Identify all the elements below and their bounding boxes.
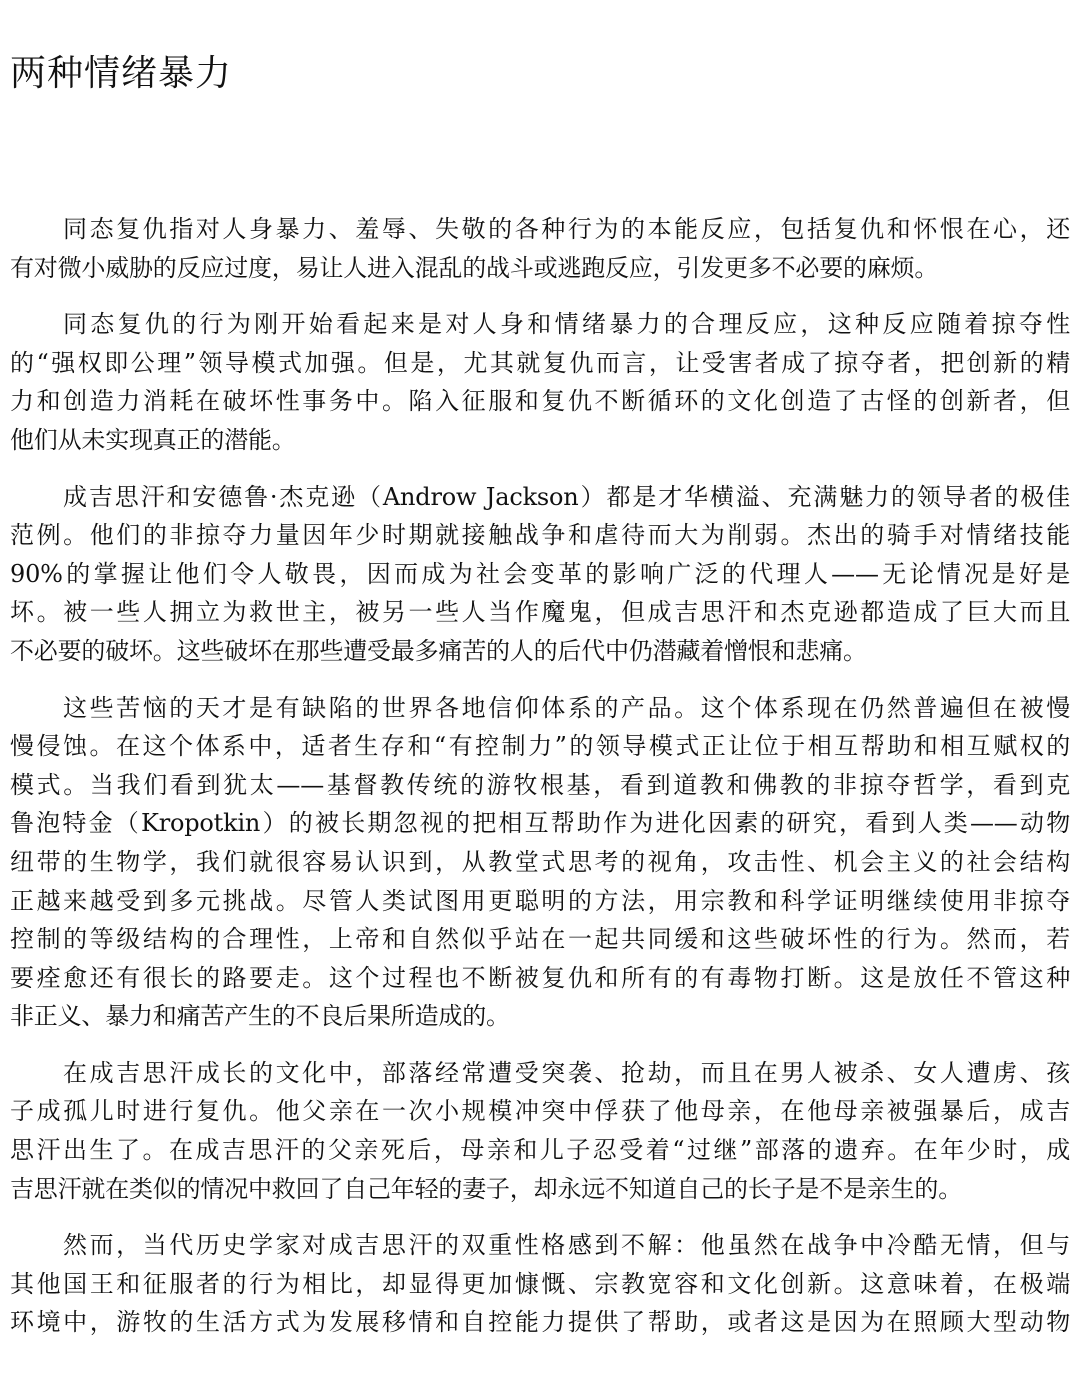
text-line: 吉思汗就在类似的情况中救回了自己年轻的妻子，却永远不知道自己的长子是不是亲生的。 [10, 1174, 962, 1203]
paragraph-2 [10, 305, 1070, 459]
text-line: 非正义、暴力和痛苦产生的不良后果所造成的。 [10, 1002, 510, 1031]
article-body [10, 210, 1070, 1360]
text-line: 子成孤儿时进行复仇。他父亲在一次小规模冲突中俘获了他母亲，在他母亲被强暴后，成吉 [10, 1097, 1070, 1126]
text-line: 要痊愈还有很长的路要走。这个过程也不断被复仇和所有的有毒物打断。这是放任不管这种 [10, 963, 1070, 992]
text-line: 有对微小威胁的反应过度，易让人进入混乱的战斗或逃跑反应，引发更多不必要的麻烦。 [10, 253, 939, 282]
text-line: 他们从未实现真正的潜能。 [10, 425, 296, 454]
text-line: 正越来越受到多元挑战。尽管人类试图用更聪明的方法，用宗教和科学证明继续使用非掠夺 [10, 886, 1070, 915]
text-line: 鲁泡特金（Kropotkin）的被长期忽视的把相互帮助作为进化因素的研究，看到人类——动物 [10, 809, 1070, 838]
text-line: 在成吉思汗成长的文化中，部落经常遭受突袭、抢劫，而且在男人被杀、女人遭虏、孩 [63, 1058, 1070, 1087]
text-line: 不必要的破坏。这些破坏在那些遭受最多痛苦的人的后代中仍潜藏着憎恨和悲痛。 [10, 636, 867, 665]
paragraph-3 [10, 478, 1070, 671]
text-line: 90%的掌握让他们令人敬畏，因而成为社会变革的影响广泛的代理人——无论情况是好是 [10, 559, 1070, 588]
text-line: 控制的等级结构的合理性，上帝和自然似乎站在一起共同缓和这些破坏性的行为。然而，若 [10, 925, 1070, 954]
paragraph-4 [10, 689, 1070, 1036]
text-line: 思汗出生了。在成吉思汗的父亲死后，母亲和儿子忍受着“过继”部落的遗弃。在年少时，成 [10, 1136, 1070, 1165]
text-line: 范例。他们的非掠夺力量因年少时期就接触战争和虐待而大为削弱。杰出的骑手对情绪技能 [10, 521, 1070, 550]
text-line: 成吉思汗和安德鲁·杰克逊（Androw Jackson）都是才华横溢、充满魅力的领导者的极佳 [63, 482, 1070, 511]
text-line: 然而，当代历史学家对成吉思汗的双重性格感到不解：他虽然在战争中冷酷无情，但与 [63, 1231, 1070, 1260]
text-line: 力和创造力消耗在破坏性事务中。陷入征服和复仇不断循环的文化创造了古怪的创新者，但 [10, 387, 1070, 416]
text-line: 坏。被一些人拥立为救世主，被另一些人当作魔鬼，但成吉思汗和杰克逊都造成了巨大而且 [10, 598, 1070, 627]
paragraph-6 [10, 1226, 1070, 1342]
text-line: 的“强权即公理”领导模式加强。但是，尤其就复仇而言，让受害者成了掠夺者，把创新的精 [10, 348, 1070, 377]
text-line: 环境中，游牧的生活方式为发展移情和自控能力提供了帮助，或者这是因为在照顾大型动物 [10, 1308, 1070, 1337]
text-line: 这些苦恼的天才是有缺陷的世界各地信仰体系的产品。这个体系现在仍然普遍但在被慢 [63, 693, 1070, 722]
text-line: 其他国王和征服者的行为相比，却显得更加慷慨、宗教宽容和文化创新。这意味着，在极端 [10, 1269, 1070, 1298]
paragraph-1 [10, 210, 1070, 287]
text-line: 同态复仇指对人身暴力、羞辱、失敬的各种行为的本能反应，包括复仇和怀恨在心，还 [63, 215, 1070, 243]
text-line: 慢侵蚀。在这个体系中，适者生存和“有控制力”的领导模式正让位于相互帮助和相互赋权的 [10, 732, 1070, 761]
paragraph-5 [10, 1054, 1070, 1208]
text-line: 模式。当我们看到犹太——基督教传统的游牧根基，看到道教和佛教的非掠夺哲学，看到克 [10, 770, 1070, 799]
text-line: 同态复仇的行为刚开始看起来是对人身和情绪暴力的合理反应，这种反应随着掠夺性 [63, 310, 1070, 339]
article-title: 两种情绪暴力 [10, 53, 233, 94]
text-line: 纽带的生物学，我们就很容易认识到，从教堂式思考的视角，攻击性、机会主义的社会结构 [10, 847, 1070, 876]
